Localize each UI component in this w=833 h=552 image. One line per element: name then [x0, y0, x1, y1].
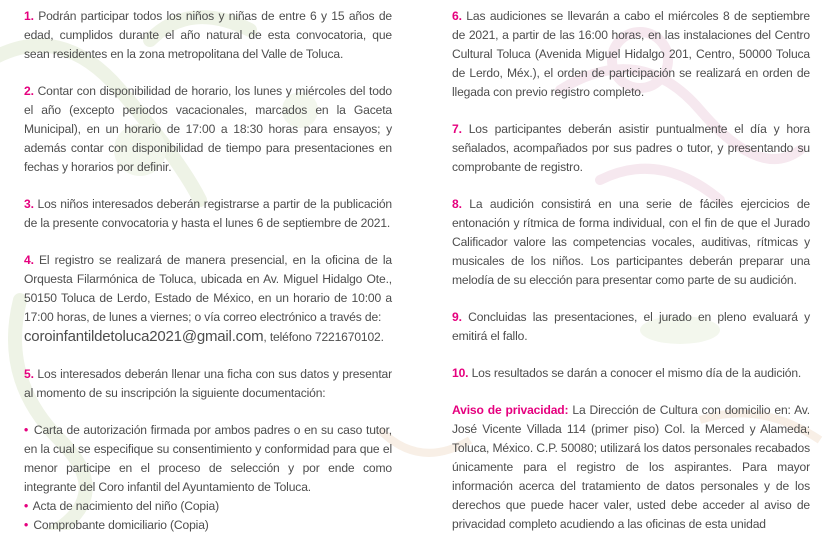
clause-10	[452, 364, 810, 383]
privacy-notice	[452, 401, 810, 534]
clause-4	[24, 251, 392, 347]
clause-1	[24, 7, 392, 64]
bullet-mark: •	[24, 499, 29, 513]
privacy-text: La Dirección de Cultura con domicilio en: Av. José Vicente Villada 114 (primer piso) Col. la Merced y Alameda; Toluca, México. C.P. 50080; utilizará los datos personales recabados únicamente para el registro de los aspirantes. Para mayor información acerca del tratamiento de datos personales y de los derechos que puede hacer valer, usted debe acceder al aviso de privacidad completo acudiendo a las oficinas de esta unidad	[452, 403, 810, 531]
documents-list	[24, 421, 392, 535]
clause-7	[452, 120, 810, 177]
clause-text: La audición consistirá en una serie de fáciles ejercicios de entonación y rítmica de forma individual, con el fin de que el Jurado Calificador valore las competencias vocales, auditivas, rítmicas y musicales de los niños. Los participantes deberán preparar una melodía de su elección para presentar como parte de su audición.	[452, 197, 810, 287]
clause-text: Concluidas las presentaciones, el jurado en pleno evaluará y emitirá el fallo.	[452, 310, 810, 343]
list-item-text: Acta de nacimiento del niño (Copia)	[32, 499, 219, 513]
list-item	[24, 516, 392, 535]
privacy-label: Aviso de privacidad:	[452, 403, 569, 417]
contact-email: coroinfantildetoluca2021@gmail.com	[24, 328, 264, 345]
list-item	[24, 497, 392, 516]
bullet-mark: •	[24, 423, 29, 437]
clause-3	[24, 195, 392, 233]
clause-number: 3.	[24, 197, 34, 211]
clause-number: 1.	[24, 9, 34, 23]
contact-phone: , teléfono 7221670102.	[263, 330, 384, 344]
clause-text: Las audiciones se llevarán a cabo el miércoles 8 de septiembre de 2021, a partir de las 16:00 horas, en las instalaciones del Centro Cultural Toluca (Avenida Miguel Hidalgo 201, Centro, 50000 Toluca de Lerdo, Méx.), el orden de participación se realizará en orden de llegada con previo registro completo.	[452, 9, 810, 99]
clause-text: Contar con disponibilidad de horario, los lunes y miércoles del todo el año (excepto periodos vacacionales, marcados en la Gaceta Municipal), en un horario de 17:00 a 18:30 horas para ensayos; y además contar con disponibilidad de tiempo para presentaciones en fechas y horarios por definir.	[24, 84, 392, 174]
clause-2	[24, 82, 392, 177]
clause-text: Los resultados se darán a conocer el mismo día de la audición.	[471, 366, 802, 380]
clause-text: Los participantes deberán asistir puntualmente el día y hora señalados, acompañados por sus padres o tutor, y presentando su comprobante de registro.	[452, 122, 810, 174]
list-item-text: Carta de autorización firmada por ambos padres o en su caso tutor, en la cual se especifique su consentimiento y conformidad para que el menor participe en el proceso de selección y por ende como integrante del Coro infantil del Ayuntamiento de Toluca.	[24, 423, 392, 494]
clause-6	[452, 7, 810, 102]
clause-number: 6.	[452, 9, 462, 23]
clause-number: 7.	[452, 122, 462, 136]
clause-number: 10.	[452, 366, 469, 380]
clause-text: Los niños interesados deberán registrarse a partir de la publicación de la presente convocatoria y hasta el lunes 6 de septiembre de 2021.	[24, 197, 392, 230]
clause-9	[452, 308, 810, 346]
right-column	[452, 7, 810, 552]
clause-text: El registro se realizará de manera presencial, en la oficina de la Orquesta Filarmónica de Toluca, ubicada en Av. Miguel Hidalgo Ote., 50150 Toluca de Lerdo, Estado de México, en un horario de 10:00 a 17:00 horas, de lunes a viernes; o vía correo electrónico a través de:	[24, 253, 392, 324]
clause-text: Los interesados deberán llenar una ficha con sus datos y presentar al momento de su inscripción la siguiente documentación:	[24, 367, 392, 400]
clause-8	[452, 195, 810, 290]
clause-5	[24, 365, 392, 403]
clause-number: 8.	[452, 197, 462, 211]
clause-number: 5.	[24, 367, 34, 381]
clause-text: Podrán participar todos los niños y niñas de entre 6 y 15 años de edad, cumplidos durante el año natural de esta convocatoria, que sean residentes en la zona metropolitana del Valle de Toluca.	[24, 9, 392, 61]
list-item-text: Comprobante domiciliario (Copia)	[33, 518, 209, 532]
clause-number: 2.	[24, 84, 34, 98]
list-item	[24, 421, 392, 497]
bullet-mark: •	[24, 518, 29, 532]
clause-number: 9.	[452, 310, 462, 324]
clause-number: 4.	[24, 253, 34, 267]
left-column	[24, 7, 392, 535]
